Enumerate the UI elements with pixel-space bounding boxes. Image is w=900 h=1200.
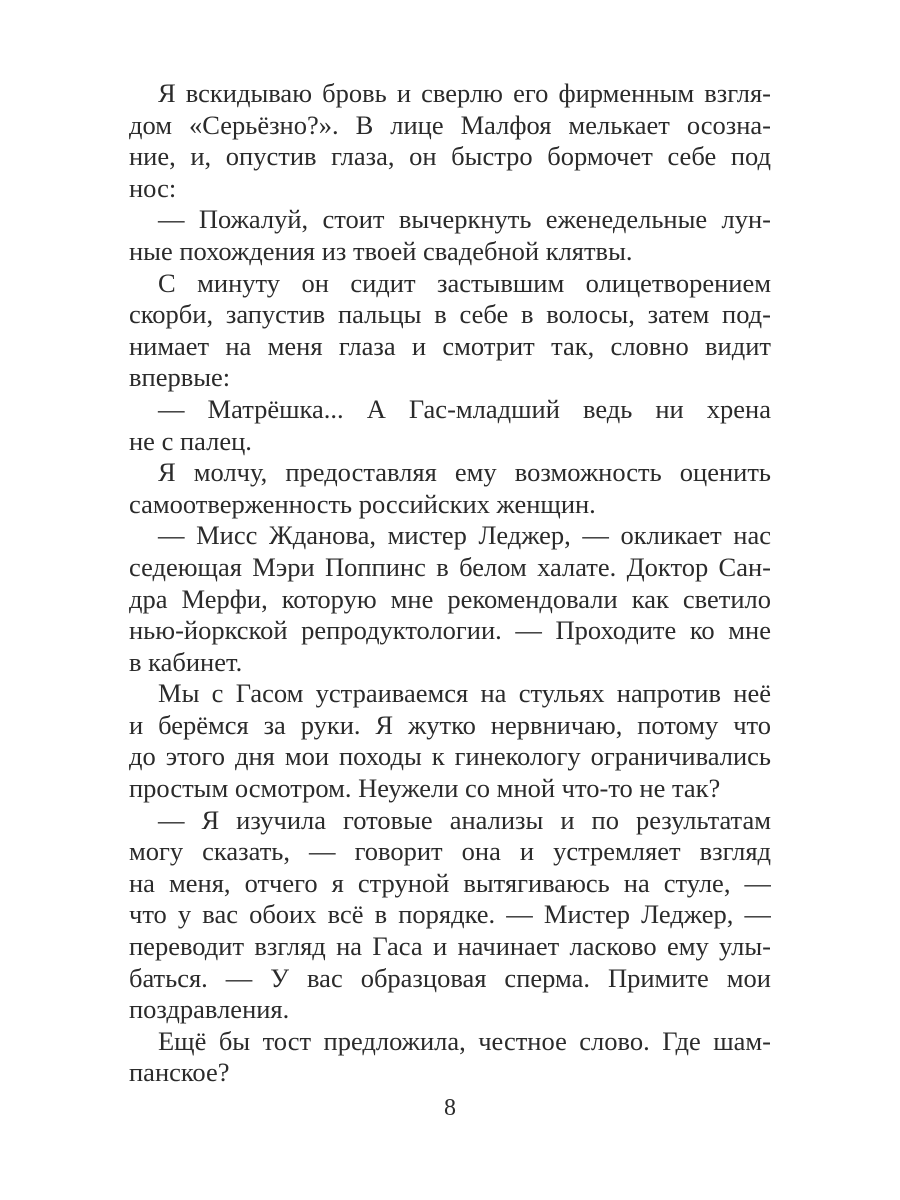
text-line: простым осмотром. Неужели со мной что-то не так?: [129, 773, 721, 804]
text-line: дра Мерфи, которую мне рекомендовали как светило: [129, 583, 771, 614]
text-line: что у вас обоих всё в порядке. — Мистер Леджер, —: [129, 899, 771, 930]
text-line: Мы с Гасом устраиваемся на стульях напротив неё: [158, 678, 771, 709]
page-text-block: [129, 78, 771, 1089]
page-number: 8: [444, 1095, 456, 1121]
text-line: Я вскидываю бровь и сверлю его фирменным взгля-: [158, 78, 771, 108]
text-line: дом «Серьёзно?». В лице Малфоя мелькает осозна-: [129, 109, 771, 140]
paragraph-2: [129, 204, 771, 267]
text-line: Ещё бы тост предложила, честное слово. Где шам-: [158, 1025, 771, 1056]
paragraph-8: [129, 805, 771, 1026]
text-line: самоотверженность российских женщин.: [129, 488, 596, 519]
paragraph-7: [129, 678, 771, 804]
text-line: не с палец.: [129, 425, 252, 456]
text-line: — Пожалуй, стоит вычеркнуть еженедельные лун-: [158, 204, 771, 235]
paragraph-1: [129, 78, 771, 204]
paragraph-4: [129, 394, 771, 457]
text-line: переводит взгляд на Гаса и начинает ласково ему улы-: [129, 931, 771, 962]
text-line: — Матрёшка... А Гас-младший ведь ни хрена: [158, 393, 771, 424]
text-line: до этого дня мои походы к гинекологу ограничивались: [129, 741, 771, 772]
text-line: скорби, запустив пальцы в себе в волосы, затем под-: [129, 299, 771, 330]
text-line: нос:: [129, 172, 177, 203]
text-line: баться. — У вас образцовая сперма. Примите мои: [129, 962, 771, 993]
paragraph-9: [129, 1026, 771, 1089]
text-line: на меня, отчего я струной вытягиваюсь на стуле, —: [129, 867, 771, 898]
text-line: панское?: [129, 1057, 230, 1088]
text-line: могу сказать, — говорит она и устремляет взгляд: [129, 836, 771, 867]
text-line: — Я изучила готовые анализы и по результатам: [158, 804, 771, 835]
text-line: впервые:: [129, 362, 231, 393]
text-line: нимает на меня глаза и смотрит так, словно видит: [129, 330, 771, 361]
text-line: седеющая Мэри Поппинс в белом халате. Доктор Сан-: [129, 551, 771, 582]
text-line: Я молчу, предоставляя ему возможность оценить: [158, 457, 771, 488]
paragraph-6: [129, 520, 771, 678]
paragraph-5: [129, 457, 771, 520]
text-line: в кабинет.: [129, 646, 243, 677]
text-line: С минуту он сидит застывшим олицетворением: [158, 267, 771, 298]
text-line: и берёмся за руки. Я жутко нервничаю, потому что: [129, 709, 771, 740]
text-line: нью-йоркской репродуктологии. — Проходите ко мне: [129, 615, 771, 646]
text-line: поздравления.: [129, 994, 290, 1025]
paragraph-3: [129, 268, 771, 394]
text-line: — Мисс Жданова, мистер Леджер, — окликает нас: [158, 520, 771, 551]
text-line: ние, и, опустив глаза, он быстро бормочет себе под: [129, 141, 771, 172]
text-line: ные похождения из твоей свадебной клятвы.: [129, 235, 633, 266]
